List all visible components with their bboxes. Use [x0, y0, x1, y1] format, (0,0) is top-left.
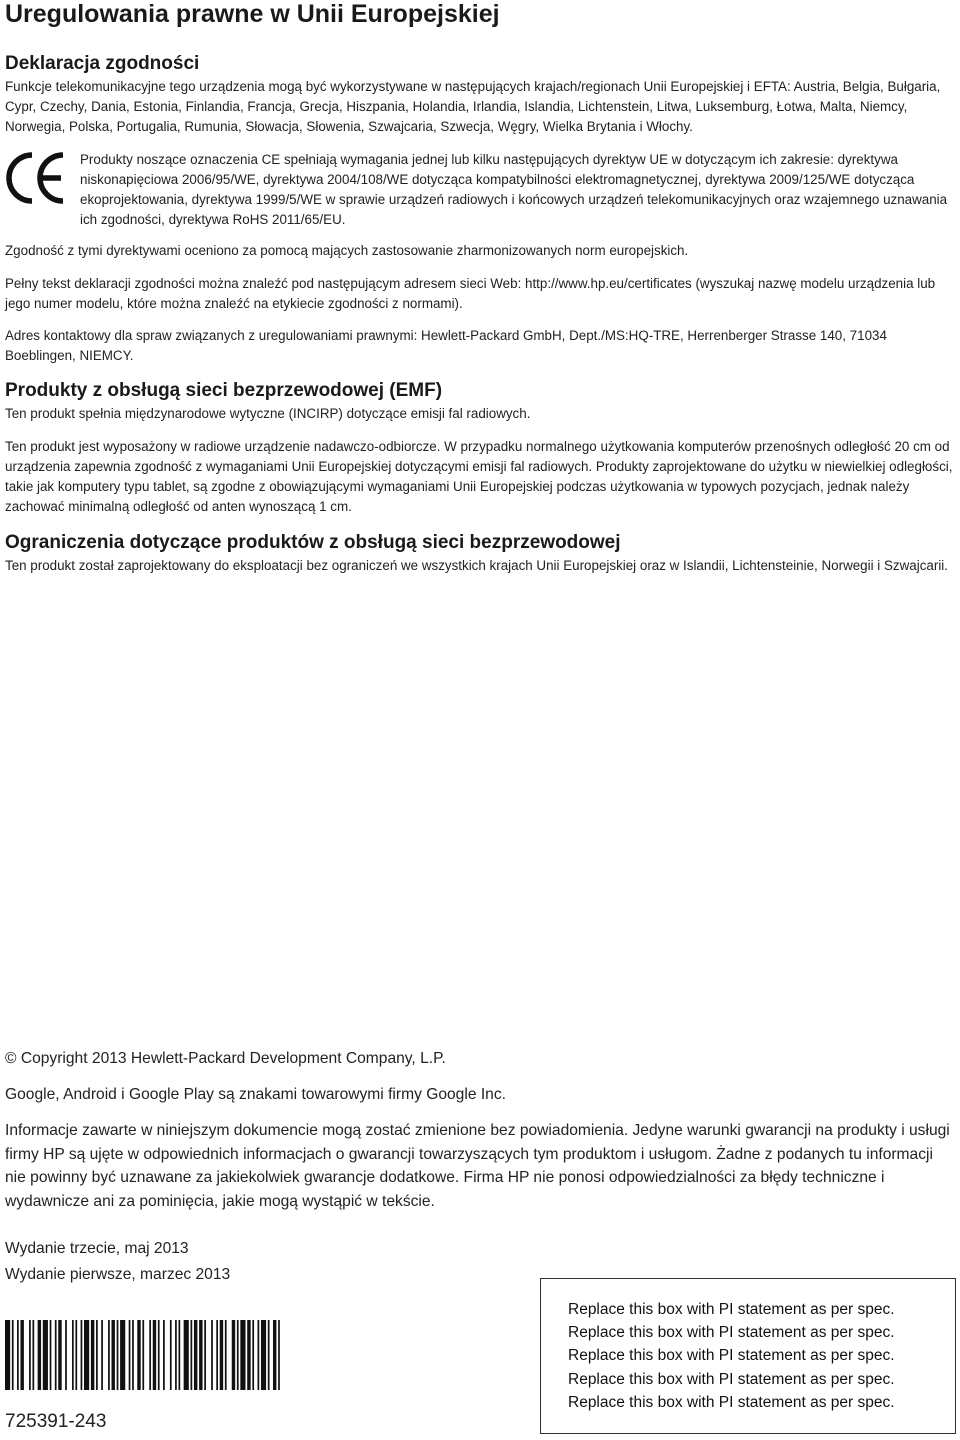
- barcode-number: 725391-243: [5, 1411, 107, 1432]
- emf-paragraph-1: Ten produkt spełnia międzynarodowe wytyczne (INCIRP) dotyczące emisji fal radiowych.: [5, 406, 531, 421]
- restrictions-heading: Ograniczenia dotyczące produktów z obsługą sieci bezprzewodowej: [5, 532, 621, 553]
- edition-third: Wydanie trzecie, maj 2013: [5, 1240, 189, 1257]
- emf-paragraph-2: Ten produkt jest wyposażony w radiowe urządzenie nadawczo-odbiorcze. W przypadku normalnego użytkowania komputerów przenośnych odległość 20 cm od urządzenia zapewnia zgodność z wymaganiami Unii Europejskiej dotyczącymi emisji fal radiowych. Produkty zaprojektowane do użytku w niewielkiej odległości, takie jak komputery typu tablet, są zgodne z obowiązującymi wymaganiami Unii Europejskiej podczas użytkowania w typowych pozycjach, jednak należy zachować minimalną odległość od anten wynoszącą 1 cm.: [5, 439, 953, 514]
- declaration-intro: Funkcje telekomunikacyjne tego urządzenia mogą być wykorzystywane w następujących krajach/regionach Unii Europejskiej i EFTA: Austria, Belgia, Bułgaria, Cypr, Czechy, Dania, Estonia, Finlandia, Francja, Grecja, Hiszpania, Holandia, Irlandia, Islandia, Lichtenstein, Litwa, Luksemburg, Łotwa, Malta, Niemcy, Norwegia, Polska, Portugalia, Rumunia, Słowacja, Słowenia, Szwajcaria, Szwecja, Węgry, Wielka Brytania i Włochy.: [5, 79, 941, 134]
- pi-statement-line: Replace this box with PI statement as per spec.: [568, 1324, 895, 1341]
- regulatory-contact-text: Adres kontaktowy dla spraw związanych z uregulowaniami prawnymi: Hewlett-Packard GmbH, Dept./MS:HQ-TRE, Herrenberger Strasse 140, 71034 Boeblingen, NIEMCY.: [5, 328, 887, 363]
- full-declaration-text: Pełny tekst deklaracji zgodności można znaleźć pod następującym adresem sieci Web: http://www.hp.eu/certificates (wyszukaj nazwę modelu urządzenia lub jego numer modelu, które można znaleźć na etykiecie zgodności z normami).: [5, 276, 936, 311]
- ce-directives-text: Produkty noszące oznaczenia CE spełniają wymagania jednej lub kilku następujących dyrektyw UE w dotyczącym ich zakresie: dyrektywa niskonapięciowa 2006/95/WE, dyrektywa 2004/108/WE dotycząca kompatybilności elektromagnetycznej, dyrektywa 2009/125/WE dotycząca ekoprojektowania, dyrektywa 1999/5/WE w sprawie urządzeń radiowych i końcowych urządzeń telekomunikacyjnych oraz wzajemnego uznawania ich zgodności, dyrektywa RoHS 2011/65/EU.: [80, 152, 948, 227]
- page-title: Uregulowania prawne w Unii Europejskiej: [5, 0, 500, 28]
- harmonized-standards-text: Zgodność z tymi dyrektywami oceniono za pomocą mających zastosowanie zharmonizowanych norm europejskich.: [5, 243, 689, 258]
- barcode-icon: [5, 1320, 285, 1390]
- pi-statement-line: Replace this box with PI statement as per spec.: [568, 1301, 895, 1318]
- pi-statement-box: [540, 1278, 956, 1434]
- emf-heading: Produkty z obsługą sieci bezprzewodowej (EMF): [5, 380, 443, 401]
- disclaimer-text: Informacje zawarte w niniejszym dokumencie mogą zostać zmienione bez powiadomienia. Jedyne warunki gwarancji na produkty i usługi firmy HP są ujęte w odpowiednich informacjach o gwarancji towarzyszących tym produktom i usługom. Żadne z podanych tu informacji nie powinny być uznawane za jakiekolwiek gwarancje dodatkowe. Firma HP nie ponosi odpowiedzialności za błędy techniczne i wydawnicze ani za pominięcia, jakie mogą wystąpić w tekście.: [5, 1122, 950, 1210]
- ce-mark-icon: [5, 150, 67, 206]
- edition-first: Wydanie pierwsze, marzec 2013: [5, 1266, 231, 1283]
- pi-statement-line: Replace this box with PI statement as per spec.: [568, 1371, 895, 1388]
- restrictions-paragraph: Ten produkt został zaprojektowany do eksploatacji bez ograniczeń we wszystkich krajach Unii Europejskiej oraz w Islandii, Lichtensteinie, Norwegii i Szwajcarii.: [5, 558, 948, 573]
- copyright-text: © Copyright 2013 Hewlett-Packard Development Company, L.P.: [5, 1050, 446, 1067]
- pi-statement-line: Replace this box with PI statement as per spec.: [568, 1394, 895, 1411]
- trademarks-text: Google, Android i Google Play są znakami towarowymi firmy Google Inc.: [5, 1086, 506, 1103]
- pi-statement-line: Replace this box with PI statement as per spec.: [568, 1347, 895, 1364]
- declaration-heading: Deklaracja zgodności: [5, 53, 200, 74]
